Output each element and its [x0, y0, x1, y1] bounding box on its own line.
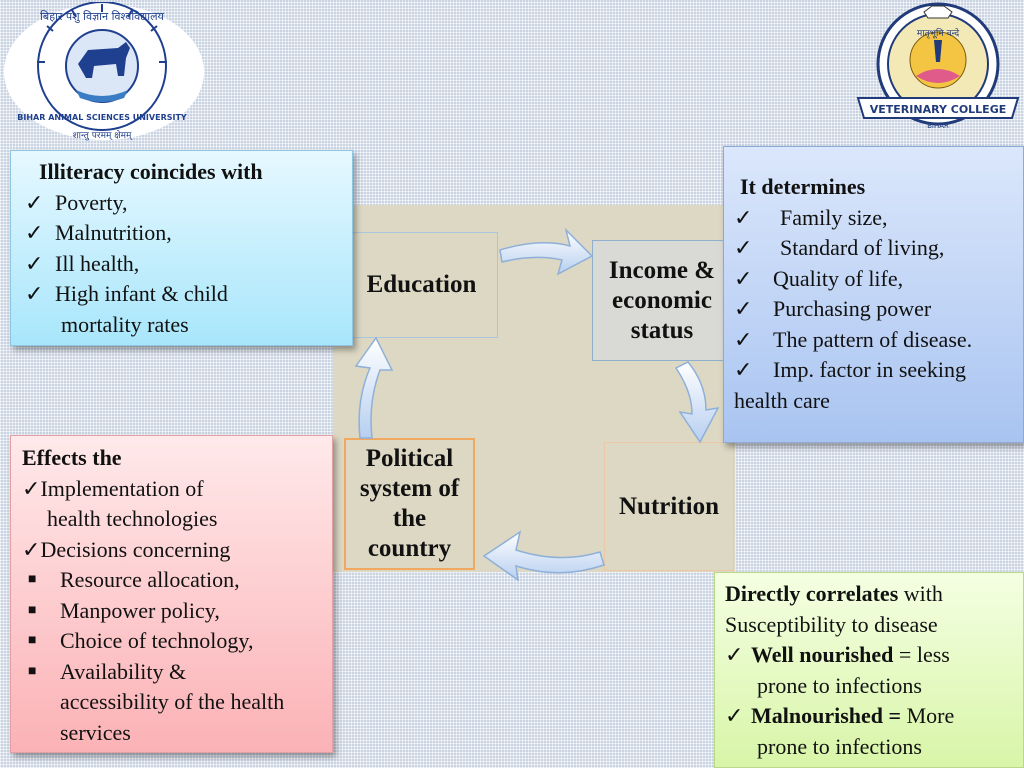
node-income: Income & economic status [592, 240, 732, 361]
arrow-nutrition-to-political [484, 532, 604, 580]
square-bullet-icon: ■ [28, 602, 37, 618]
college-top-text: मातृभूमि वन्दे [916, 29, 960, 39]
illiteracy-box: Illiteracy coincides with ✓ Poverty, ✓ Malnutrition, ✓ Ill health, ✓ High infant & child mortality rates [10, 150, 353, 346]
check-icon: ✓ [734, 296, 753, 321]
check-icon: ✓ [725, 642, 744, 667]
college-ribbon-text: VETERINARY COLLEGE [869, 103, 1007, 116]
check-icon: ✓ [734, 265, 753, 291]
check-icon: ✓ [22, 536, 41, 562]
check-icon: ✓ [22, 475, 41, 501]
arrow-education-to-income [500, 230, 592, 274]
correlates-heading: Directly correlates [725, 581, 899, 606]
check-icon: ✓ [25, 250, 44, 276]
correlates-box: Directly correlates with Susceptibility to disease ✓ Well nourished = less prone to infections ✓ Malnourished = More prone to infections [714, 572, 1024, 768]
check-icon: ✓ [25, 281, 44, 306]
node-education: Education [345, 232, 498, 338]
illiteracy-heading: Illiteracy coincides with [39, 159, 263, 184]
check-icon: ✓ [25, 189, 44, 215]
check-icon: ✓ [25, 220, 44, 245]
square-bullet-icon: ■ [28, 572, 37, 587]
square-bullet-icon: ■ [28, 663, 37, 679]
determines-heading: It determines [740, 174, 866, 199]
check-icon: ✓ [734, 357, 753, 382]
arrow-income-to-nutrition [676, 362, 718, 442]
logo-ring-text: BIHAR ANIMAL SCIENCES UNIVERSITY [17, 113, 187, 122]
determines-box: It determines ✓ Family size, ✓ Standard of living, ✓ Quality of life, ✓ Purchasing power ✓ The pattern of disease. ✓ Imp. factor in seeking health care [723, 146, 1024, 443]
arrow-political-to-education [356, 338, 392, 438]
node-political: Political system of the country [344, 438, 475, 570]
logo-top-text: बिहार पशु विज्ञान विश्वविद्यालय [40, 10, 164, 23]
check-icon: ✓ [725, 703, 744, 728]
logo-motto: शान्तु परमम् क्षेमम् [72, 131, 132, 141]
square-bullet-icon: ■ [28, 633, 37, 648]
check-icon: ✓ [734, 204, 753, 230]
college-bottom-text: BIHAR [927, 122, 949, 130]
node-nutrition: Nutrition [604, 442, 734, 571]
check-icon: ✓ [734, 235, 753, 260]
check-icon: ✓ [734, 326, 753, 352]
effects-box: Effects the ✓ Implementation of health technologies ✓ Decisions concerning ■ Resource allocation, ■ Manpower policy, ■ Choice of technology, ■ Availability & accessibility of the health services [10, 435, 333, 753]
effects-heading: Effects the [22, 445, 122, 470]
